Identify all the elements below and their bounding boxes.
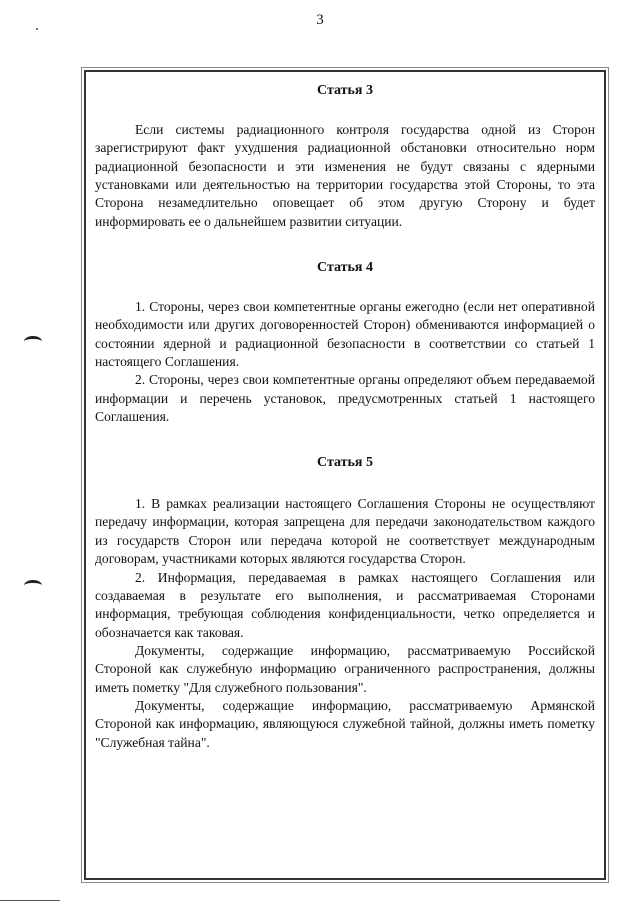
article-5-paragraph-1: 1. В рамках реализации настоящего Соглашения Стороны не осуществляют передачу информации, которая запрещена для передачи законодательством каждого из государств Сторон или передача которой не соответствует международным договорам, участниками которых являются государства Сторон. bbox=[95, 496, 595, 567]
article-3-heading: Статья 3 bbox=[317, 83, 373, 98]
article-5-paragraph-4: Документы, содержащие информацию, рассматриваемую Армянской Стороной как информацию, являющуюся служебной тайной, должны иметь пометку "Служебная тайна". bbox=[95, 697, 595, 750]
page-number: 3 bbox=[316, 12, 324, 28]
punch-hole-mark-bottom bbox=[24, 580, 42, 591]
article-4-heading: Статья 4 bbox=[317, 259, 373, 275]
article-5-paragraph-2: 2. Информация, передаваемая в рамках настоящего Соглашения или создаваемая в результате его выполнения, и рассматриваемая Сторонами информация, требующая соблюдения конфиденциальности, четко определяется и обозначается как таковая. bbox=[95, 569, 595, 640]
punch-hole-mark-top bbox=[24, 336, 42, 347]
article-4-paragraph-1: 1. Стороны, через свои компетентные органы ежегодно (если нет оперативной необходимости или других договоренностей Сторон) обмениваются информацией о состоянии ядерной и радиационной безопасности в соответствии со статьей 1 настоящего Соглашения. bbox=[95, 298, 595, 369]
article-5-heading: Статья 5 bbox=[317, 455, 373, 471]
scan-edge-line bbox=[0, 900, 60, 901]
scan-speck bbox=[36, 28, 38, 30]
article-5-paragraph-3: Документы, содержащие информацию, рассматриваемую Российской Стороной как служебную информацию ограниченного распространения, должны иметь пометку "Для служебного пользования". bbox=[95, 642, 595, 695]
document-body bbox=[95, 80, 595, 752]
article-4-paragraph-2: 2. Стороны, через свои компетентные органы определяют объем передаваемой информации и перечень установок, предусмотренных статьей 1 настоящего Соглашения. bbox=[95, 372, 595, 424]
article-3-paragraph-1: Если системы радиационного контроля государства одной из Сторон зарегистрируют факт ухудшения радиационной обстановки относительно норм радиационной безопасности и эти изменения не будут связаны с ядерными установками или деятельностью на территории государства этой Стороны, то эта Сторона незамедлительно оповещает об этом другую Сторону и будет информировать ее о дальнейшем развитии ситуации. bbox=[95, 121, 595, 229]
